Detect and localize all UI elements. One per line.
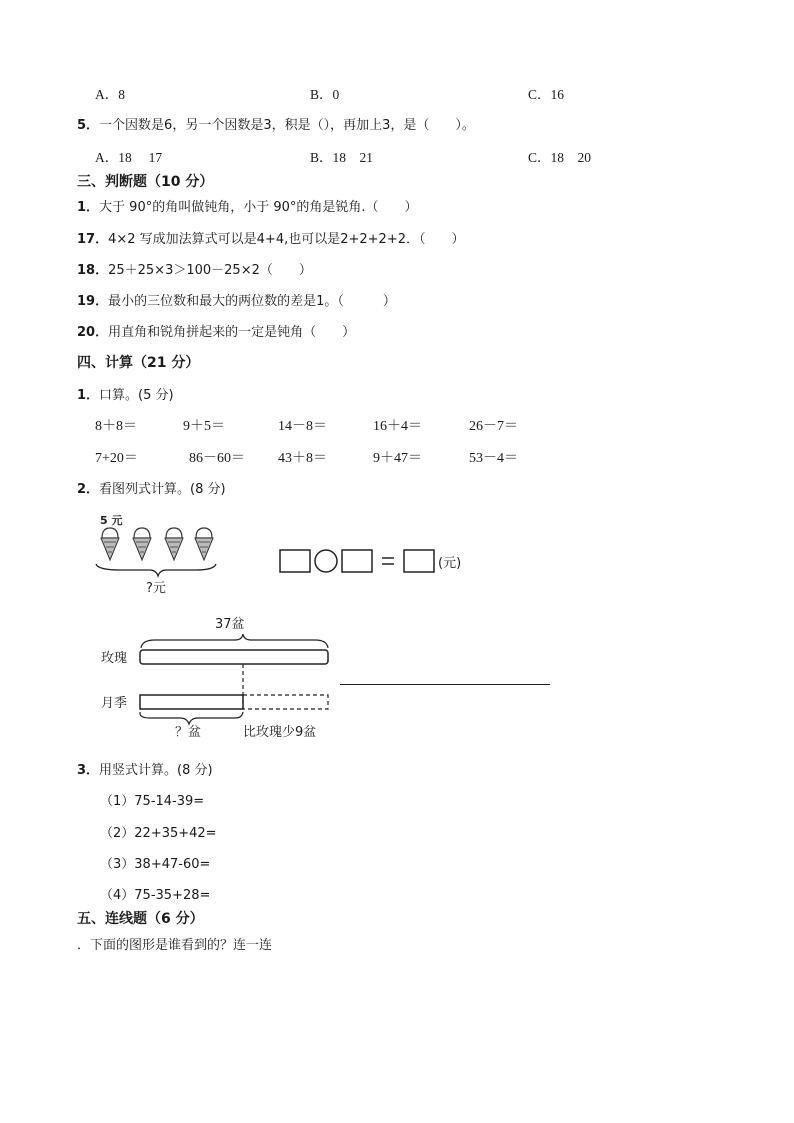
- answer-box: [342, 550, 372, 572]
- equation-template: [278, 544, 488, 578]
- q5-option-b: B．18 21: [310, 150, 374, 165]
- q5-text: 一个因数是6，另一个因数是3，积是（），再加上3，是（ ）。: [99, 118, 475, 133]
- q5-option-c: C．18 20: [528, 150, 592, 165]
- oral-calc-heading: [77, 384, 174, 403]
- judge-item-text: 25＋25×3＞100－25×2（ ）: [108, 263, 312, 278]
- judge-item-number: 18．: [77, 263, 109, 278]
- judge-item-text: 用直角和锐角拼起来的一定是钝角（ ）: [108, 325, 356, 340]
- ice-cream-icon: [133, 528, 151, 560]
- oral-problem: 86－60＝: [189, 451, 245, 466]
- judge-item-number: 17．: [77, 232, 109, 247]
- vertical-problem-1: （1）75-14-39=: [100, 794, 205, 809]
- oral-problem: 9＋47＝: [373, 451, 422, 466]
- oral-problem: 16＋4＝: [373, 419, 422, 434]
- picture-calc-heading: [77, 478, 226, 497]
- vertical-problem-2: （2）22+35+42=: [100, 826, 217, 841]
- bottom-brace: [140, 712, 243, 724]
- unit-label: (元): [438, 556, 462, 571]
- bar-diagram: [95, 614, 345, 744]
- total-brace: [96, 564, 216, 576]
- oral-problem: 53－4＝: [469, 451, 518, 466]
- judge-item-1: [77, 196, 418, 215]
- total-label: ?元: [146, 581, 166, 596]
- picture-calc-text: 看图列式计算。(8 分): [99, 482, 226, 497]
- ice-cream-icon: [165, 528, 183, 560]
- section-5-title: 五、连线题（6 分）: [77, 911, 204, 927]
- answer-box: [404, 550, 434, 572]
- section-3-title: 三、判断题（10 分）: [77, 174, 214, 190]
- unknown-pots-label: ？盆: [175, 725, 202, 740]
- equals-sign: [382, 558, 394, 564]
- judge-item-number: 19．: [77, 294, 109, 309]
- vertical-calc-text: 用竖式计算。(8 分): [99, 763, 213, 778]
- ice-cream-icon: [101, 528, 119, 560]
- q5-number: 5．: [77, 118, 100, 133]
- vertical-calc-heading: [77, 759, 213, 778]
- rose-bar: [140, 650, 328, 664]
- price-label: 5 元: [100, 514, 123, 527]
- operator-circle: [315, 550, 337, 572]
- q4-option-c: C．16: [528, 87, 565, 102]
- oral-calc-text: 口算。(5 分): [99, 388, 174, 403]
- judge-item-20: [77, 321, 355, 340]
- q4-option-b: B．0: [310, 87, 340, 102]
- difference-bar: [243, 695, 328, 709]
- answer-line[interactable]: [340, 684, 550, 685]
- top-brace: [141, 634, 328, 648]
- judge-item-text: 4×2 写成加法算式可以是4+4,也可以是2+2+2+2．（ ）: [108, 232, 465, 247]
- section-4-title: 四、计算（21 分）: [77, 355, 200, 371]
- ice-cream-icon: [195, 528, 213, 560]
- answer-box: [280, 550, 310, 572]
- q5-question: [77, 114, 475, 133]
- oral-problem: 9＋5＝: [183, 419, 225, 434]
- vertical-calc-number: 3．: [77, 763, 100, 778]
- judge-item-19: [77, 290, 396, 309]
- picture-calc-number: 2．: [77, 482, 100, 497]
- vertical-problem-3: （3）38+47-60=: [100, 857, 211, 872]
- oral-problem: 7+20＝: [95, 451, 138, 466]
- judge-item-text: 最小的三位数和最大的两位数的差是1。（ ）: [108, 294, 396, 309]
- difference-label: 比玫瑰少9盆: [243, 725, 317, 740]
- oral-problem: 26－7＝: [469, 419, 518, 434]
- yueji-bar: [140, 695, 243, 709]
- oral-calc-number: 1．: [77, 388, 100, 403]
- q5-option-a: A．18 17: [95, 150, 163, 165]
- matching-instruction: ．下面的图形是谁看到的？连一连: [77, 938, 273, 953]
- rose-label: 玫瑰: [101, 651, 128, 666]
- judge-item-number: 20．: [77, 325, 109, 340]
- judge-item-18: [77, 259, 312, 278]
- yueji-label: 月季: [101, 696, 128, 711]
- judge-item-17: [77, 228, 465, 247]
- judge-item-number: 1．: [77, 200, 100, 215]
- ice-cream-figure: [90, 508, 240, 598]
- oral-problem: 8＋8＝: [95, 419, 137, 434]
- judge-item-text: 大于 90°的角叫做钝角，小于 90°的角是锐角.（ ）: [99, 200, 418, 215]
- q4-option-a: A．8: [95, 87, 125, 102]
- oral-problem: 14－8＝: [278, 419, 327, 434]
- oral-problem: 43＋8＝: [278, 451, 327, 466]
- total-pots-label: 37盆: [215, 617, 245, 632]
- vertical-problem-4: （4）75-35+28=: [100, 888, 211, 903]
